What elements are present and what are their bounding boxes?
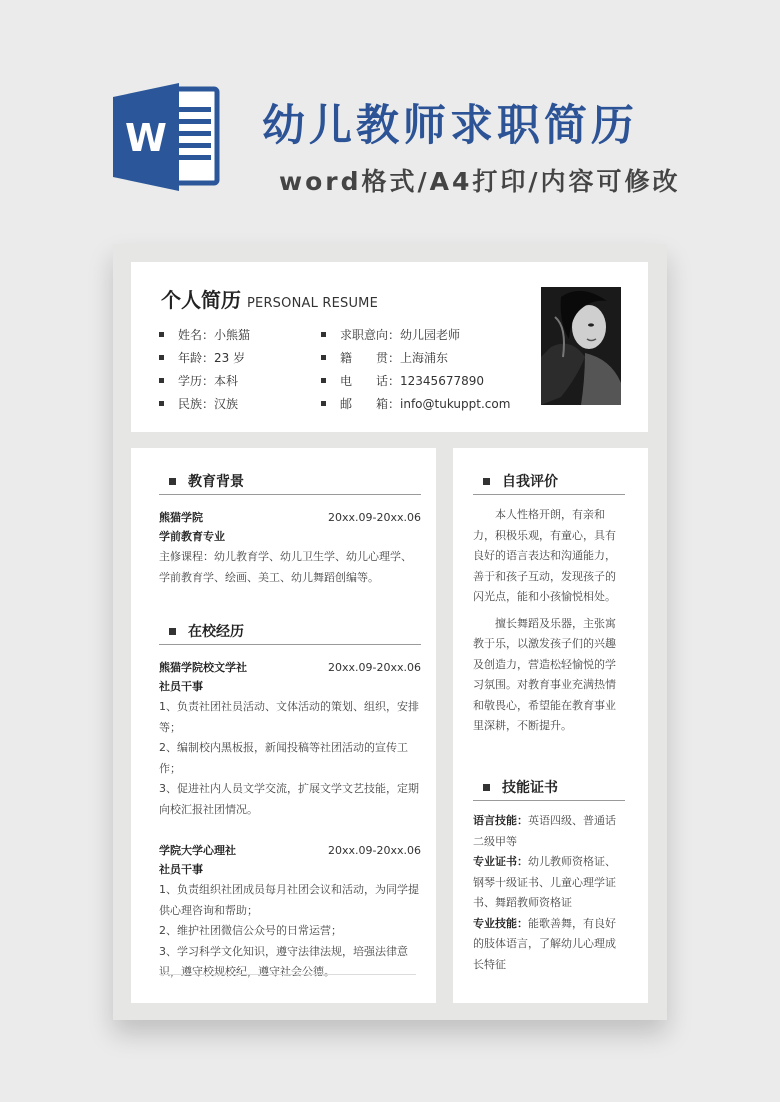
info-label: 民族： bbox=[178, 397, 215, 411]
info-row bbox=[321, 369, 510, 392]
bullet-icon bbox=[159, 401, 164, 406]
section-heading bbox=[473, 468, 625, 495]
info-label: 求职意向： bbox=[340, 328, 401, 342]
section-title: 技能证书 bbox=[502, 780, 558, 796]
info-value: 小熊猫 bbox=[214, 328, 251, 342]
bullet-icon bbox=[159, 355, 164, 360]
info-value: 幼儿园老师 bbox=[400, 328, 461, 342]
resume-title-en: PERSONAL RESUME bbox=[247, 296, 379, 311]
resume-header-card bbox=[131, 262, 648, 432]
info-label: 籍 贯： bbox=[340, 351, 401, 365]
campus-section bbox=[159, 618, 421, 983]
bullet-icon bbox=[159, 378, 164, 383]
role-title: 社员干事 bbox=[159, 680, 203, 693]
word-logo-icon bbox=[113, 83, 225, 191]
skill-label: 专业技能： bbox=[473, 916, 528, 930]
info-value: 12345677890 bbox=[400, 373, 484, 388]
bullet-icon bbox=[321, 355, 326, 360]
section-title: 在校经历 bbox=[188, 624, 244, 640]
skill-text: 英语四级、普通话二级甲等 bbox=[473, 814, 616, 848]
portrait-icon bbox=[541, 287, 621, 405]
square-bullet-icon bbox=[169, 478, 176, 485]
self-eval-section bbox=[473, 468, 625, 737]
school-name: 熊猫学院 bbox=[159, 511, 203, 524]
info-row bbox=[321, 392, 510, 415]
bullet-icon bbox=[321, 401, 326, 406]
info-label: 邮 箱： bbox=[340, 397, 401, 411]
duty-item: 2、维护社团微信公众号的日常运营； bbox=[159, 924, 342, 937]
org-name: 熊猫学院校文学社 bbox=[159, 661, 247, 674]
skill-item bbox=[473, 811, 625, 852]
info-value: 上海浦东 bbox=[400, 351, 449, 365]
basic-info-left bbox=[159, 323, 250, 415]
square-bullet-icon bbox=[483, 784, 490, 791]
skill-text: 能歌善舞，有良好的肢体语言，了解幼儿心理成长特征 bbox=[473, 916, 616, 971]
basic-info-right bbox=[321, 323, 510, 415]
resume-title bbox=[161, 284, 378, 313]
info-value: info@tukuppt.com bbox=[400, 396, 511, 411]
divider bbox=[159, 974, 416, 975]
duty-item: 3、学习科学文化知识，遵守法律法规，培强法律意识，遵守校规校纪，遵守社会公德。 bbox=[159, 944, 408, 978]
banner-title: 幼儿教师求职简历 bbox=[262, 101, 638, 151]
date-range: 20xx.09-20xx.06 bbox=[328, 510, 421, 524]
campus-entry bbox=[159, 657, 421, 820]
role-title: 社员干事 bbox=[159, 863, 203, 876]
skill-label: 专业证书： bbox=[473, 855, 528, 868]
skill-item bbox=[473, 852, 625, 914]
info-value: 23 岁 bbox=[214, 351, 246, 365]
duty-item: 3、促进社内人员文学交流，扩展文学文艺技能，定期向校汇报社团情况。 bbox=[159, 782, 419, 816]
section-heading bbox=[473, 774, 625, 801]
section-title: 自我评价 bbox=[502, 474, 558, 490]
info-value: 汉族 bbox=[214, 397, 239, 411]
info-label: 年龄： bbox=[178, 351, 215, 365]
info-label: 姓名： bbox=[178, 328, 215, 342]
skill-text: 幼儿教师资格证、钢琴十级证书、儿童心理学证书、舞蹈教师资格证 bbox=[473, 855, 616, 909]
bullet-icon bbox=[321, 378, 326, 383]
info-row bbox=[159, 323, 250, 346]
svg-text:W: W bbox=[125, 116, 167, 160]
major: 学前教育专业 bbox=[159, 530, 225, 543]
bullet-icon bbox=[159, 332, 164, 337]
info-row bbox=[159, 369, 250, 392]
duty-item: 2、编制校内黑板报，新闻投稿等社团活动的宣传工作； bbox=[159, 741, 408, 775]
courses-text: 主修课程：幼儿教育学、幼儿卫生学、幼儿心理学、学前教育学、绘画、美工、幼儿舞蹈创编等。 bbox=[159, 550, 412, 584]
education-entry bbox=[159, 507, 421, 588]
section-heading bbox=[159, 618, 421, 645]
skill-label: 语言技能： bbox=[473, 814, 528, 827]
date-range: 20xx.09-20xx.06 bbox=[328, 660, 421, 674]
info-label: 学历： bbox=[178, 374, 215, 388]
info-row bbox=[159, 346, 250, 369]
square-bullet-icon bbox=[169, 628, 176, 635]
resume-right-card bbox=[453, 448, 648, 1003]
self-eval-paragraph: 擅长舞蹈及乐器，主张寓教于乐，以激发孩子们的兴趣及创造力，营造松轻愉悦的学习氛围。对教育事业充满热情和敬畏心，希望能在教育事业里深耕，不断提升。 bbox=[473, 616, 616, 732]
skill-item bbox=[473, 914, 625, 976]
resume-left-card bbox=[131, 448, 436, 1003]
section-heading bbox=[159, 468, 421, 495]
info-row bbox=[159, 392, 250, 415]
info-row bbox=[321, 346, 510, 369]
section-title: 教育背景 bbox=[188, 474, 244, 490]
square-bullet-icon bbox=[483, 478, 490, 485]
bullet-icon bbox=[321, 332, 326, 337]
banner-subtitle: word格式/A4打印/内容可修改 bbox=[279, 167, 681, 196]
education-section bbox=[159, 468, 421, 588]
info-label: 电 话： bbox=[340, 374, 401, 388]
info-value: 本科 bbox=[214, 374, 239, 388]
duty-item: 1、负责社团社员活动、文体活动的策划、组织，安排等； bbox=[159, 700, 419, 734]
resume-title-cn: 个人简历 bbox=[161, 288, 241, 312]
duty-item: 1、负责组织社团成员每月社团会议和活动，为同学提供心理咨询和帮助； bbox=[159, 883, 419, 917]
org-name: 学院大学心理社 bbox=[159, 844, 236, 857]
info-row bbox=[321, 323, 510, 346]
self-eval-paragraph: 本人性格开朗，有亲和力，积极乐观，有童心，具有良好的语言表达和沟通能力，善于和孩子互动，发现孩子的闪光点，能和小孩愉悦相处。 bbox=[473, 508, 616, 603]
resume-sheet bbox=[113, 244, 667, 1020]
date-range: 20xx.09-20xx.06 bbox=[328, 843, 421, 857]
profile-photo bbox=[541, 287, 621, 405]
campus-entry bbox=[159, 840, 421, 983]
skills-section bbox=[473, 774, 625, 975]
